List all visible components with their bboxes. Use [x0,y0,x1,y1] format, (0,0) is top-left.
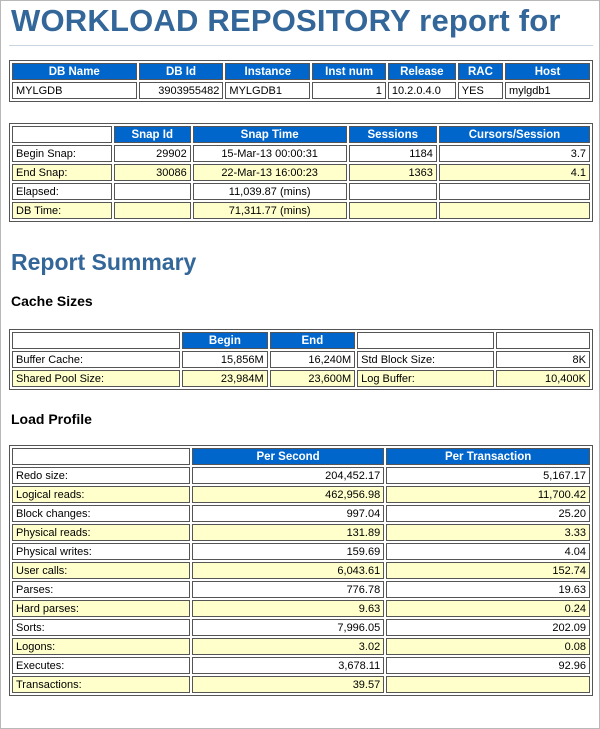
snap-time: 15-Mar-13 00:00:31 [193,145,347,162]
snap-row [12,183,590,200]
load-per-second: 204,452.17 [192,467,384,484]
cache-sizes-heading: Cache Sizes [11,293,93,309]
db-name-cell: MYLGDB [12,82,137,99]
snap-label: DB Time: [12,202,112,219]
cache-row [12,351,590,368]
snap-id [114,183,191,200]
snap-header: Sessions [349,126,437,143]
load-header-blank [12,448,190,465]
load-row [12,505,590,522]
snap-row [12,145,590,162]
load-per-transaction [386,676,590,693]
load-row [12,486,590,503]
load-label: Block changes: [12,505,190,522]
load-per-second: 9.63 [192,600,384,617]
snap-header: Snap Id [114,126,191,143]
load-per-second: 39.57 [192,676,384,693]
load-per-second: 462,956.98 [192,486,384,503]
cache-begin: 23,984M [182,370,268,387]
load-per-second: 3,678.11 [192,657,384,674]
load-per-second: 997.04 [192,505,384,522]
db-info-header: DB Id [139,63,224,80]
cache-value-2: 8K [496,351,590,368]
cache-label: Shared Pool Size: [12,370,180,387]
db-info-table [9,60,593,102]
snap-id [114,202,191,219]
db-info-header: RAC [458,63,503,80]
cache-header-blank [357,332,494,349]
load-per-second: 776.78 [192,581,384,598]
db-info-header: Host [505,63,590,80]
cache-value-2: 10,400K [496,370,590,387]
release-cell: 10.2.0.4.0 [388,82,456,99]
load-label: User calls: [12,562,190,579]
cache-label: Buffer Cache: [12,351,180,368]
snap-table [9,123,593,222]
load-per-second: 159.69 [192,543,384,560]
snap-header-row [12,126,590,143]
load-label: Transactions: [12,676,190,693]
load-per-second: 131.89 [192,524,384,541]
db-info-header: Instance [225,63,310,80]
db-info-header-row [12,63,590,80]
db-info-header: Release [388,63,456,80]
snap-label: Begin Snap: [12,145,112,162]
load-row [12,581,590,598]
load-label: Parses: [12,581,190,598]
snap-time: 71,311.77 (mins) [193,202,347,219]
snap-cursors: 4.1 [439,164,590,181]
snap-header: Snap Time [193,126,347,143]
report-title: WORKLOAD REPOSITORY report for [11,3,561,38]
snap-id: 30086 [114,164,191,181]
cache-row [12,370,590,387]
load-per-transaction: 3.33 [386,524,590,541]
load-row [12,638,590,655]
snap-time: 22-Mar-13 16:00:23 [193,164,347,181]
cache-sizes-table [9,329,593,390]
cache-header-blank [496,332,590,349]
snap-sessions [349,202,437,219]
snap-id: 29902 [114,145,191,162]
snap-label: End Snap: [12,164,112,181]
load-profile-table [9,445,593,696]
load-label: Hard parses: [12,600,190,617]
load-header: Per Second [192,448,384,465]
load-label: Physical reads: [12,524,190,541]
load-per-transaction: 11,700.42 [386,486,590,503]
load-label: Redo size: [12,467,190,484]
load-per-transaction: 0.08 [386,638,590,655]
cache-end: 23,600M [270,370,356,387]
load-header: Per Transaction [386,448,590,465]
load-per-transaction: 202.09 [386,619,590,636]
rac-cell: YES [458,82,503,99]
load-label: Logons: [12,638,190,655]
cache-header: Begin [182,332,268,349]
load-per-transaction: 19.63 [386,581,590,598]
load-label: Sorts: [12,619,190,636]
db-info-header: DB Name [12,63,137,80]
snap-header: Cursors/Session [439,126,590,143]
load-row [12,657,590,674]
load-row [12,524,590,541]
load-per-second: 7,996.05 [192,619,384,636]
load-label: Physical writes: [12,543,190,560]
cache-header-row [12,332,590,349]
snap-sessions: 1184 [349,145,437,162]
load-row [12,467,590,484]
db-info-header: Inst num [312,63,386,80]
load-per-transaction: 152.74 [386,562,590,579]
snap-header-blank [12,126,112,143]
report-summary-heading: Report Summary [11,249,197,275]
load-row [12,676,590,693]
snap-sessions: 1363 [349,164,437,181]
cache-header-blank [12,332,180,349]
load-profile-heading: Load Profile [11,411,92,427]
cache-label-2: Log Buffer: [357,370,494,387]
cache-header: End [270,332,356,349]
title-divider [9,45,593,46]
load-per-second: 3.02 [192,638,384,655]
cache-end: 16,240M [270,351,356,368]
snap-label: Elapsed: [12,183,112,200]
instance-cell: MYLGDB1 [225,82,310,99]
load-row [12,562,590,579]
load-per-transaction: 92.96 [386,657,590,674]
snap-time: 11,039.87 (mins) [193,183,347,200]
inst-num-cell: 1 [312,82,386,99]
snap-cursors [439,202,590,219]
load-row [12,600,590,617]
load-per-transaction: 0.24 [386,600,590,617]
load-per-transaction: 25.20 [386,505,590,522]
db-id-cell: 3903955482 [139,82,224,99]
load-per-transaction: 5,167.17 [386,467,590,484]
snap-cursors: 3.7 [439,145,590,162]
load-header-row [12,448,590,465]
snap-sessions [349,183,437,200]
load-per-second: 6,043.61 [192,562,384,579]
load-row [12,619,590,636]
snap-cursors [439,183,590,200]
load-row [12,543,590,560]
cache-begin: 15,856M [182,351,268,368]
snap-row [12,164,590,181]
cache-label-2: Std Block Size: [357,351,494,368]
db-info-row [12,82,590,99]
load-label: Logical reads: [12,486,190,503]
load-label: Executes: [12,657,190,674]
load-per-transaction: 4.04 [386,543,590,560]
host-cell: mylgdb1 [505,82,590,99]
snap-row [12,202,590,219]
